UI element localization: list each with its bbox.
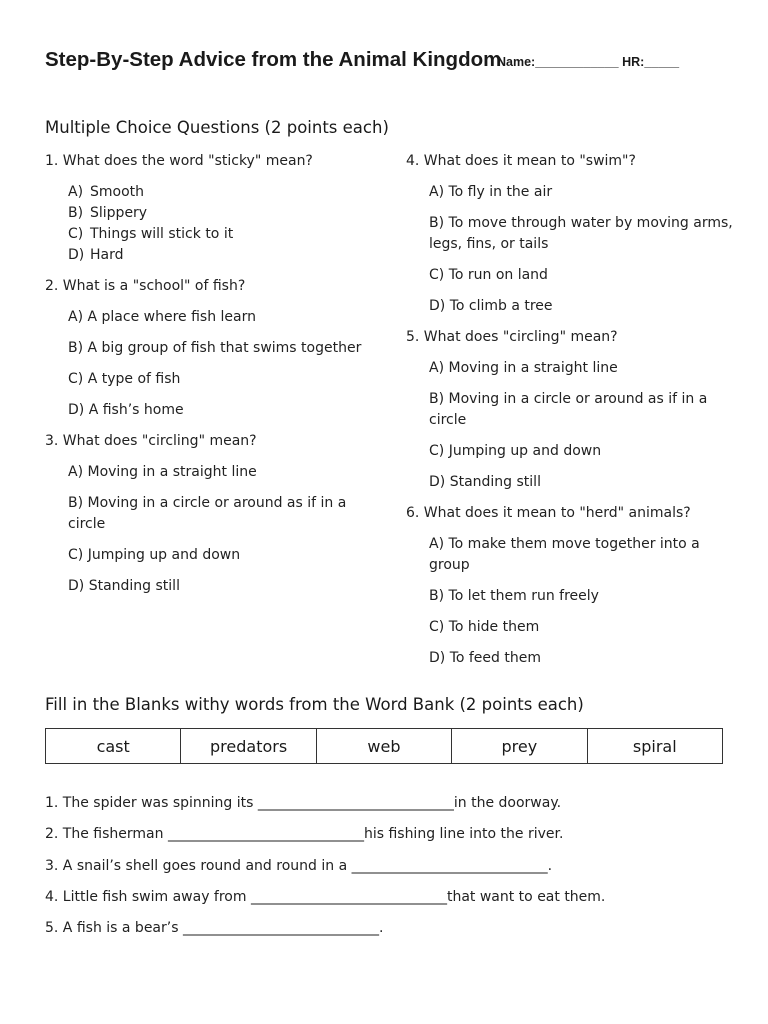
option-letter: C) bbox=[68, 226, 84, 242]
option-letter: D) bbox=[68, 247, 85, 263]
fill-in-sentences bbox=[45, 793, 605, 949]
mc-heading: Multiple Choice Questions (2 points each) bbox=[45, 118, 389, 137]
question-5-options bbox=[429, 358, 736, 493]
option bbox=[68, 245, 375, 266]
question-1: 1. What does the word "sticky" mean? bbox=[45, 153, 313, 169]
option-letter: A) bbox=[68, 184, 84, 200]
option: A) A place where fish learn bbox=[68, 309, 256, 325]
fill-sentence: 2. The fisherman ____________________________his fishing line into the river. bbox=[45, 826, 564, 843]
option: D) Standing still bbox=[68, 578, 180, 594]
question-6-options bbox=[429, 534, 736, 669]
option: C) Jumping up and down bbox=[68, 547, 241, 563]
question-3-options bbox=[68, 462, 375, 597]
mc-left-column bbox=[45, 151, 375, 607]
option: D) To climb a tree bbox=[429, 298, 553, 314]
option-text: Smooth bbox=[90, 184, 145, 200]
option: B) To let them run freely bbox=[429, 588, 599, 604]
option: A) To fly in the air bbox=[429, 184, 553, 200]
word-bank-table bbox=[45, 728, 723, 764]
question-5: 5. What does "circling" mean? bbox=[406, 329, 618, 345]
option: C) Jumping up and down bbox=[429, 443, 602, 459]
word-bank-cell: prey bbox=[452, 729, 587, 764]
option: B) To move through water by moving arms, legs, fins, or tails bbox=[429, 215, 733, 252]
question-3: 3. What does "circling" mean? bbox=[45, 433, 257, 449]
question-4: 4. What does it mean to "swim"? bbox=[406, 153, 636, 169]
mc-right-column bbox=[406, 151, 736, 679]
question-2: 2. What is a "school" of fish? bbox=[45, 278, 246, 294]
option-text: Slippery bbox=[90, 205, 148, 221]
word-bank-cell: web bbox=[316, 729, 451, 764]
word-bank-cell: cast bbox=[46, 729, 181, 764]
option: B) A big group of fish that swims together bbox=[68, 340, 362, 356]
option-letter: B) bbox=[68, 205, 84, 221]
fill-sentence: 3. A snail’s shell goes round and round in a ____________________________. bbox=[45, 857, 553, 874]
option: D) A fish’s home bbox=[68, 402, 184, 418]
option bbox=[68, 203, 375, 224]
fill-sentence: 4. Little fish swim away from ____________________________that want to eat them. bbox=[45, 888, 606, 905]
option-text: Hard bbox=[90, 247, 124, 263]
question-4-options bbox=[429, 182, 736, 317]
page-title: Step-By-Step Advice from the Animal Kingdom bbox=[45, 48, 502, 71]
option: C) To hide them bbox=[429, 619, 540, 635]
fill-sentence: 1. The spider was spinning its ____________________________in the doorway. bbox=[45, 795, 562, 811]
option bbox=[68, 224, 375, 245]
question-2-options bbox=[68, 307, 375, 421]
word-bank-cell: spiral bbox=[587, 729, 722, 764]
option: A) To make them move together into a group bbox=[429, 536, 700, 573]
option: C) A type of fish bbox=[68, 371, 181, 387]
option: D) Standing still bbox=[429, 474, 541, 490]
option-text: Things will stick to it bbox=[90, 226, 234, 242]
option bbox=[68, 182, 375, 203]
option: A) Moving in a straight line bbox=[429, 360, 618, 376]
option: C) To run on land bbox=[429, 267, 548, 283]
word-bank-cell: predators bbox=[181, 729, 316, 764]
fill-sentence: 5. A fish is a bear’s ____________________________. bbox=[45, 920, 384, 937]
name-hr-field: Name:____________ HR:_____ bbox=[497, 55, 680, 69]
question-1-options bbox=[68, 182, 375, 266]
option: A) Moving in a straight line bbox=[68, 464, 257, 480]
question-6: 6. What does it mean to "herd" animals? bbox=[406, 505, 691, 521]
option: B) Moving in a circle or around as if in a circle bbox=[68, 495, 347, 532]
fill-heading: Fill in the Blanks withy words from the Word Bank (2 points each) bbox=[45, 695, 584, 714]
option: B) Moving in a circle or around as if in a circle bbox=[429, 391, 708, 428]
option: D) To feed them bbox=[429, 650, 541, 666]
